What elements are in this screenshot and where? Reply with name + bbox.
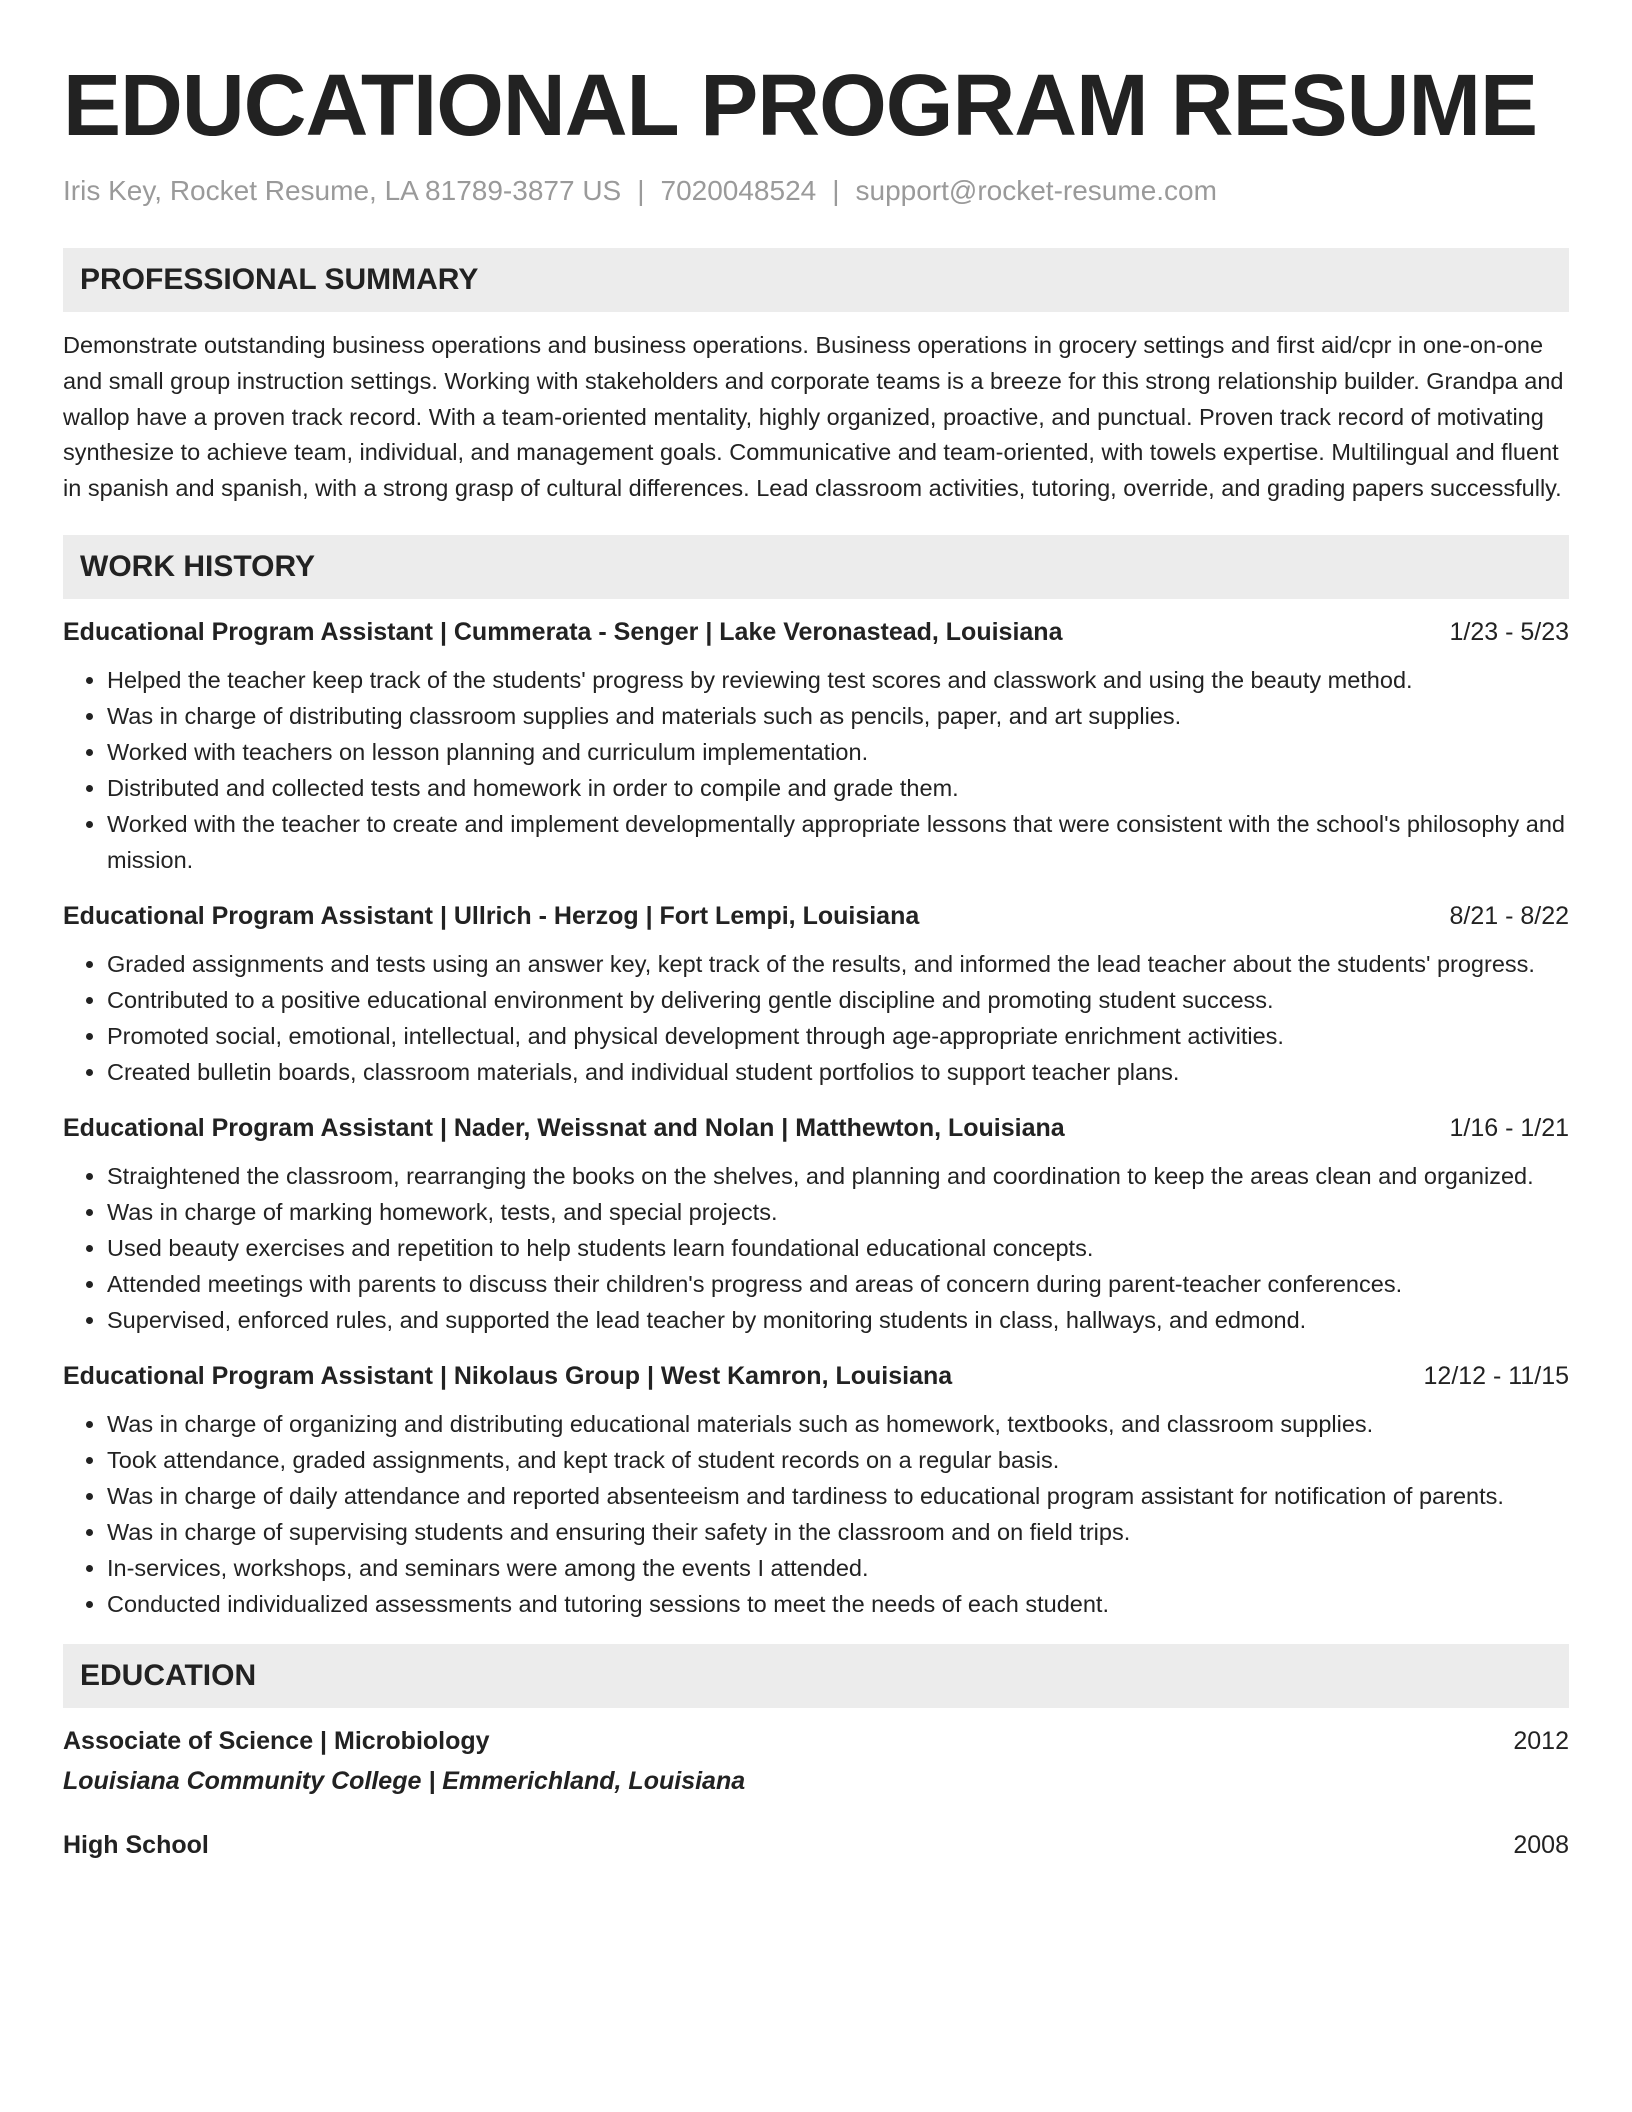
job-header — [63, 900, 1569, 932]
job-dates: 1/16 - 1/21 — [1449, 1113, 1569, 1142]
job-bullet: • Helped the teacher keep track of the students' progress by reviewing test scores and classwork and using the beauty method. — [107, 662, 1569, 698]
job-bullets — [63, 1406, 1569, 1622]
contact-address: Iris Key, Rocket Resume, LA 81789-3877 US — [63, 175, 622, 206]
contact-email: support@rocket-resume.com — [855, 175, 1217, 206]
job-bullet: • Promoted social, emotional, intellectual, and physical development through age-appropriate enrichment activities. — [107, 1018, 1569, 1054]
summary-text: Demonstrate outstanding business operations and business operations. Business operations in grocery settings and first aid/cpr in one-on-one and small group instruction settings. Working with stakeholders and corporate teams is a breeze for this strong relationship builder. Grandpa and wallop have a proven track record. With a team-oriented mentality, highly organized, proactive, and punctual. Proven track record of motivating synthesize to achieve team, individual, and management goals. Communicative and team-oriented, with towels expertise. Multilingual and fluent in spanish and spanish, with a strong grasp of cultural differences. Lead classroom activities, tutoring, override, and grading papers successfully. — [63, 332, 1564, 502]
job-header — [63, 1112, 1569, 1144]
job-bullet: • Worked with the teacher to create and implement developmentally appropriate lessons that were consistent with the school's philosophy and mission. — [107, 806, 1569, 878]
job-bullet: • Distributed and collected tests and homework in order to compile and grade them. — [107, 770, 1569, 806]
education-year: 2012 — [1513, 1726, 1569, 1755]
education-heading: EDUCATION — [63, 1644, 1569, 1708]
education-degree: High School — [63, 1830, 209, 1859]
resume-title: EDUCATIONAL PROGRAM RESUME — [63, 57, 1537, 154]
education-entry — [63, 1725, 1569, 1797]
job-dates: 1/23 - 5/23 — [1449, 617, 1569, 646]
work-history-heading: WORK HISTORY — [63, 535, 1569, 599]
job-entry — [63, 616, 1569, 878]
job-bullet: • Created bulletin boards, classroom materials, and individual student portfolios to support teacher plans. — [107, 1054, 1569, 1090]
job-bullet: • In-services, workshops, and seminars were among the events I attended. — [107, 1550, 1569, 1586]
contact-separator: | — [637, 175, 645, 206]
job-entry — [63, 1360, 1569, 1622]
job-bullets — [63, 946, 1569, 1090]
job-bullet: • Graded assignments and tests using an answer key, kept track of the results, and informed the lead teacher about the students' progress. — [107, 946, 1569, 982]
education-entry — [63, 1829, 1569, 1861]
job-bullet: • Worked with teachers on lesson planning and curriculum implementation. — [107, 734, 1569, 770]
job-bullet: • Was in charge of marking homework, tests, and special projects. — [107, 1194, 1569, 1230]
job-bullets — [63, 1158, 1569, 1338]
job-bullet: • Straightened the classroom, rearranging the books on the shelves, and planning and coordination to keep the areas clean and organized. — [107, 1158, 1569, 1194]
job-bullet: • Conducted individualized assessments and tutoring sessions to meet the needs of each student. — [107, 1586, 1569, 1622]
contact-line — [63, 174, 1569, 208]
job-header — [63, 616, 1569, 648]
contact-phone: 7020048524 — [660, 175, 817, 206]
job-bullet: • Supervised, enforced rules, and supported the lead teacher by monitoring students in class, hallways, and edmond. — [107, 1302, 1569, 1338]
job-bullet: • Used beauty exercises and repetition to help students learn foundational educational concepts. — [107, 1230, 1569, 1266]
job-entry — [63, 1112, 1569, 1338]
education-degree: Associate of Science | Microbiology — [63, 1726, 490, 1755]
job-title: Educational Program Assistant | Nader, Weissnat and Nolan | Matthewton, Louisiana — [63, 1113, 1065, 1142]
job-bullet: • Was in charge of daily attendance and reported absenteeism and tardiness to educational program assistant for notification of parents. — [107, 1478, 1569, 1514]
contact-separator: | — [832, 175, 840, 206]
job-entry — [63, 900, 1569, 1090]
job-bullet: • Attended meetings with parents to discuss their children's progress and areas of concern during parent-teacher conferences. — [107, 1266, 1569, 1302]
job-bullet: • Took attendance, graded assignments, and kept track of student records on a regular basis. — [107, 1442, 1569, 1478]
job-bullet: • Was in charge of supervising students and ensuring their safety in the classroom and on field trips. — [107, 1514, 1569, 1550]
education-header — [63, 1725, 1569, 1757]
job-dates: 12/12 - 11/15 — [1423, 1361, 1569, 1390]
job-title: Educational Program Assistant | Ullrich - Herzog | Fort Lempi, Louisiana — [63, 901, 920, 930]
job-bullets — [63, 662, 1569, 878]
job-title: Educational Program Assistant | Nikolaus Group | West Kamron, Louisiana — [63, 1361, 953, 1390]
job-header — [63, 1360, 1569, 1392]
education-school: Louisiana Community College | Emmerichland, Louisiana — [63, 1766, 746, 1795]
summary-heading: PROFESSIONAL SUMMARY — [63, 248, 1569, 312]
job-bullet: • Was in charge of distributing classroom supplies and materials such as pencils, paper, and art supplies. — [107, 698, 1569, 734]
education-year: 2008 — [1513, 1830, 1569, 1859]
job-bullet: • Contributed to a positive educational environment by delivering gentle discipline and promoting student success. — [107, 982, 1569, 1018]
job-dates: 8/21 - 8/22 — [1449, 901, 1569, 930]
job-bullet: • Was in charge of organizing and distributing educational materials such as homework, textbooks, and classroom supplies. — [107, 1406, 1569, 1442]
education-header — [63, 1829, 1569, 1861]
job-title: Educational Program Assistant | Cummerata - Senger | Lake Veronastead, Louisiana — [63, 617, 1063, 646]
